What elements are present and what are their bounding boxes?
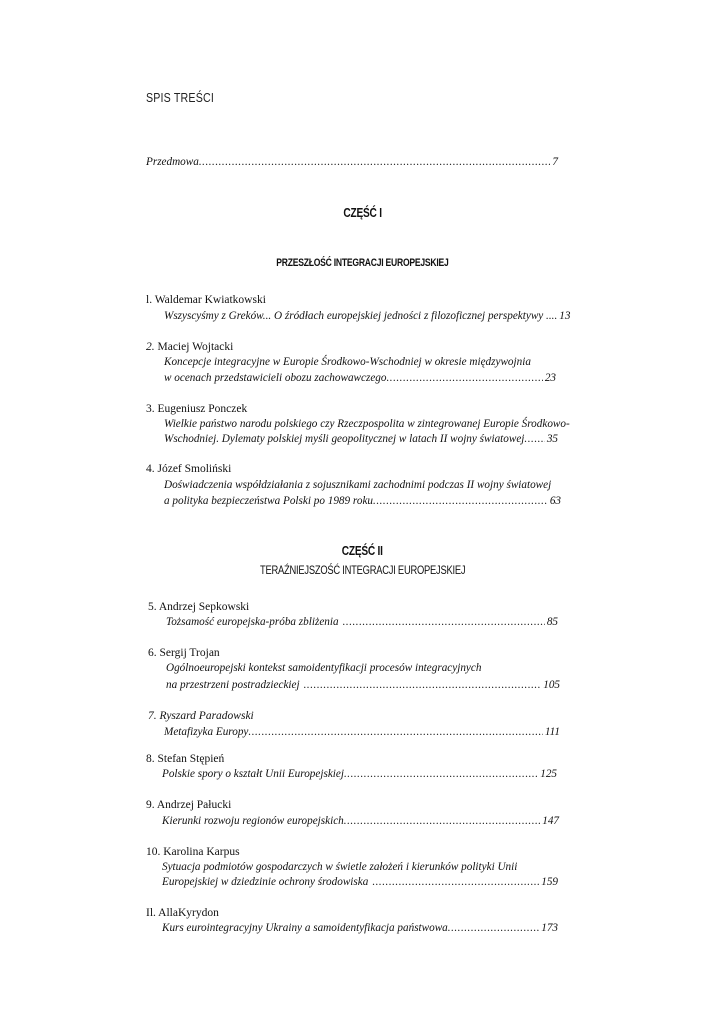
- entry-11-title[interactable]: [162, 922, 558, 934]
- entry-6-title-line-2: na przestrzeni postradzieckiej: [166, 679, 300, 691]
- entry-11-title-line: Kurs eurointegracyjny Ukrainy a samoidentyfikacja państwowa: [162, 922, 448, 934]
- entry-10-title-line-1: Sytuacja podmiotów gospodarczych w świetle założeń i kierunków polityki Unii: [162, 861, 518, 873]
- leader-dots: [344, 768, 538, 780]
- entry-4-title[interactable]: [164, 495, 561, 507]
- part-2-label: CZĘŚĆ II: [342, 543, 383, 558]
- leader-dots: [386, 372, 542, 384]
- entry-8-title-line: Polskie spory o kształt Unii Europejskiej: [162, 768, 344, 780]
- entry-7-author: 7. Ryszard Paradowski: [148, 710, 254, 722]
- entry-6-title[interactable]: [166, 679, 560, 691]
- entry-2-page: 23: [544, 372, 556, 384]
- entry-8-title[interactable]: [162, 768, 557, 780]
- entry-3-title-line-1: Wielkie państwo narodu polskiego czy Rzeczpospolita w zintegrowanej Europie Środkowo-: [164, 418, 570, 430]
- entry-10-author: 10. Karolina Karpus: [146, 846, 240, 858]
- entry-1-title-line: Wszyscyśmy z Greków... O źródłach europejskiej jedności z filozoficznej perspektywy ....: [164, 310, 558, 322]
- entry-6-title-line-1: Ogólnoeuropejski kontekst samoidentyfikacji procesów integracyjnych: [166, 662, 482, 674]
- entry-4-title-line-2: a polityka bezpieczeństwa Polski po 1989 roku: [164, 495, 374, 507]
- toc-preface[interactable]: [146, 156, 558, 168]
- entry-7-page: 111: [544, 726, 560, 738]
- entry-10-page: 159: [541, 876, 558, 888]
- leader-dots: [300, 679, 542, 691]
- entry-7-title[interactable]: [164, 726, 560, 738]
- leader-dots: [339, 616, 545, 628]
- entry-5-author: 5. Andrzej Sepkowski: [148, 601, 250, 613]
- entry-8-page: 125: [540, 768, 557, 780]
- entry-4-author: 4. Józef Smoliński: [146, 463, 232, 475]
- entry-1-author: l. Waldemar Kwiatkowski: [146, 294, 266, 306]
- entry-10-title-line-2: Europejskiej w dziedzinie ochrony środowiska: [162, 876, 369, 888]
- entry-7-title-line: Metafizyka Europy: [164, 726, 249, 738]
- entry-10-title[interactable]: [162, 876, 558, 888]
- leader-dots: [524, 433, 544, 445]
- leader-dots: [368, 876, 539, 888]
- leader-dots: [344, 815, 540, 827]
- page-title: SPIS TREŚCI: [146, 90, 214, 105]
- entry-2-title[interactable]: [164, 372, 556, 384]
- entry-4-title-line-1: Doświadczenia współdziałania z sojusznikami zachodnimi podczas II wojny światowej: [164, 479, 552, 491]
- part-1-label: CZĘŚĆ I: [343, 205, 382, 220]
- entry-3-author: 3. Eugeniusz Ponczek: [146, 403, 248, 415]
- entry-3-title[interactable]: [164, 433, 558, 445]
- toc-preface-page: 7: [552, 156, 558, 168]
- entry-1-page: 13: [559, 310, 571, 322]
- part-2-title: TERAŹNIEJSZOŚĆ INTEGRACJI EUROPEJSKIEJ: [259, 563, 466, 577]
- entry-6-page: 105: [543, 679, 560, 691]
- entry-5-title-line: Tożsamość europejska-próba zbliżenia: [166, 616, 339, 628]
- entry-8-author: 8. Stefan Stępień: [146, 753, 225, 765]
- entry-11-page: 173: [541, 922, 558, 934]
- entry-3-page: 35: [546, 433, 558, 445]
- entry-9-title[interactable]: [162, 815, 559, 827]
- entry-9-title-line: Kierunki rozwoju regionów europejskich: [162, 815, 344, 827]
- entry-2-title-line-2: w ocenach przedstawicieli obozu zachowawczego: [164, 372, 387, 384]
- entry-9-author: 9. Andrzej Pałucki: [146, 799, 232, 811]
- leader-dots: [199, 156, 551, 168]
- entry-6-author: 6. Sergij Trojan: [148, 647, 220, 659]
- leader-dots: [448, 922, 539, 934]
- entry-2-title-line-1: Koncepcje integracyjne w Europie Środkowo-Wschodniej w okresie międzywojnia: [164, 356, 531, 368]
- entry-3-title-line-2: Wschodniej. Dylematy polskiej myśli geopolitycznej w latach II wojny światowej: [164, 433, 525, 445]
- entry-11-author: Il. AllaKyrydon: [146, 907, 219, 919]
- entry-4-page: 63: [549, 495, 561, 507]
- part-1-title: PRZESZŁOŚĆ INTEGRACJI EUROPEJSKIEJ: [276, 257, 449, 269]
- entry-1-title[interactable]: [164, 310, 571, 322]
- entry-2-author: 2. Maciej Wojtacki: [146, 341, 234, 353]
- entry-5-page: 85: [546, 616, 558, 628]
- leader-dots: [248, 726, 542, 738]
- entry-5-title[interactable]: [166, 616, 558, 628]
- leader-dots: [373, 495, 548, 507]
- entry-9-page: 147: [542, 815, 559, 827]
- toc-preface-label: Przedmowa: [146, 156, 199, 168]
